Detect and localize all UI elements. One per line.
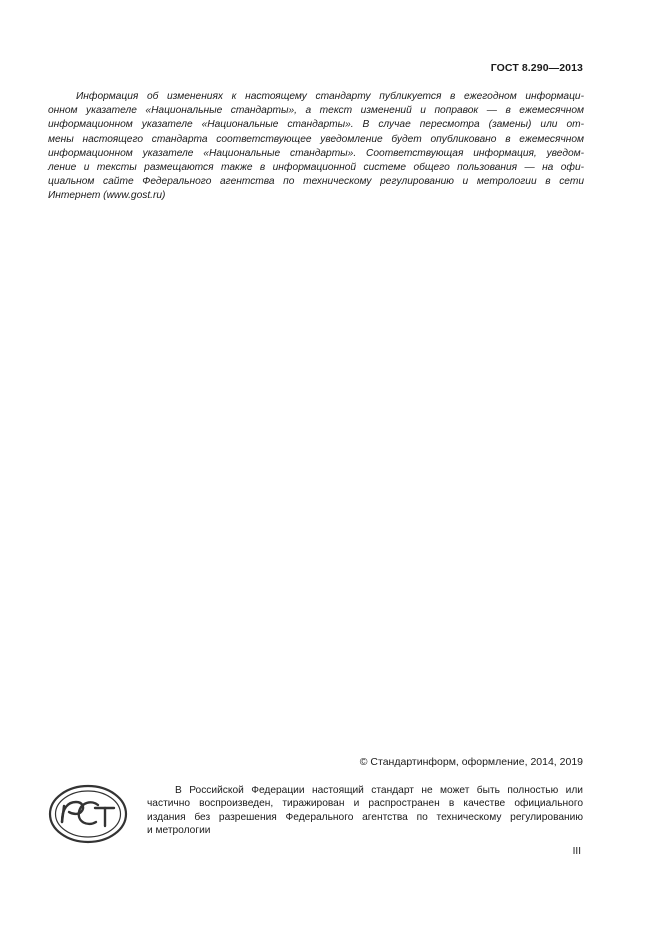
document-code: ГОСТ 8.290—2013 [490,62,583,74]
info-line: Информация об изменениях к настоящему стандарту публикуется в ежегодном информаци- [76,91,584,102]
info-line: циальном сайте Федерального агентства по техническому регулированию и метрологии в сети [48,176,584,188]
info-line: информационном указателе «Национальные стандарты». Соответствующая информация, уведом- [48,147,584,159]
info-line: мены настоящего стандарта соответствующее уведомление будет опубликовано в ежемесячном [48,133,584,145]
info-line: онном указателе «Национальные стандарты», а текст изменений и поправок — в ежемесячном [48,105,584,117]
rights-line: В Российской Федерации настоящий стандарт не может быть полностью или [175,785,583,796]
publication-info-paragraph [48,90,584,204]
rights-line: частично воспроизведен, тиражирован и распространен в качестве официального [147,798,583,810]
page-number: III [572,846,581,857]
info-line: информационном указателе «Национальные стандарты». В случае пересмотра (замены) или от- [48,119,584,131]
copyright-notice: © Стандартинформ, оформление, 2014, 2019 [359,756,583,768]
rst-certification-logo-icon [48,784,128,844]
reproduction-rights-notice [147,784,583,838]
info-line: ление и тексты размещаются также в информационной системе общего пользования — на офи- [48,162,584,174]
rights-line: издания без разрешения Федерального агентства по техническому регулированию [147,811,583,823]
info-line: Интернет (www.gost.ru) [48,190,166,202]
rights-line: и метрологии [147,825,211,837]
